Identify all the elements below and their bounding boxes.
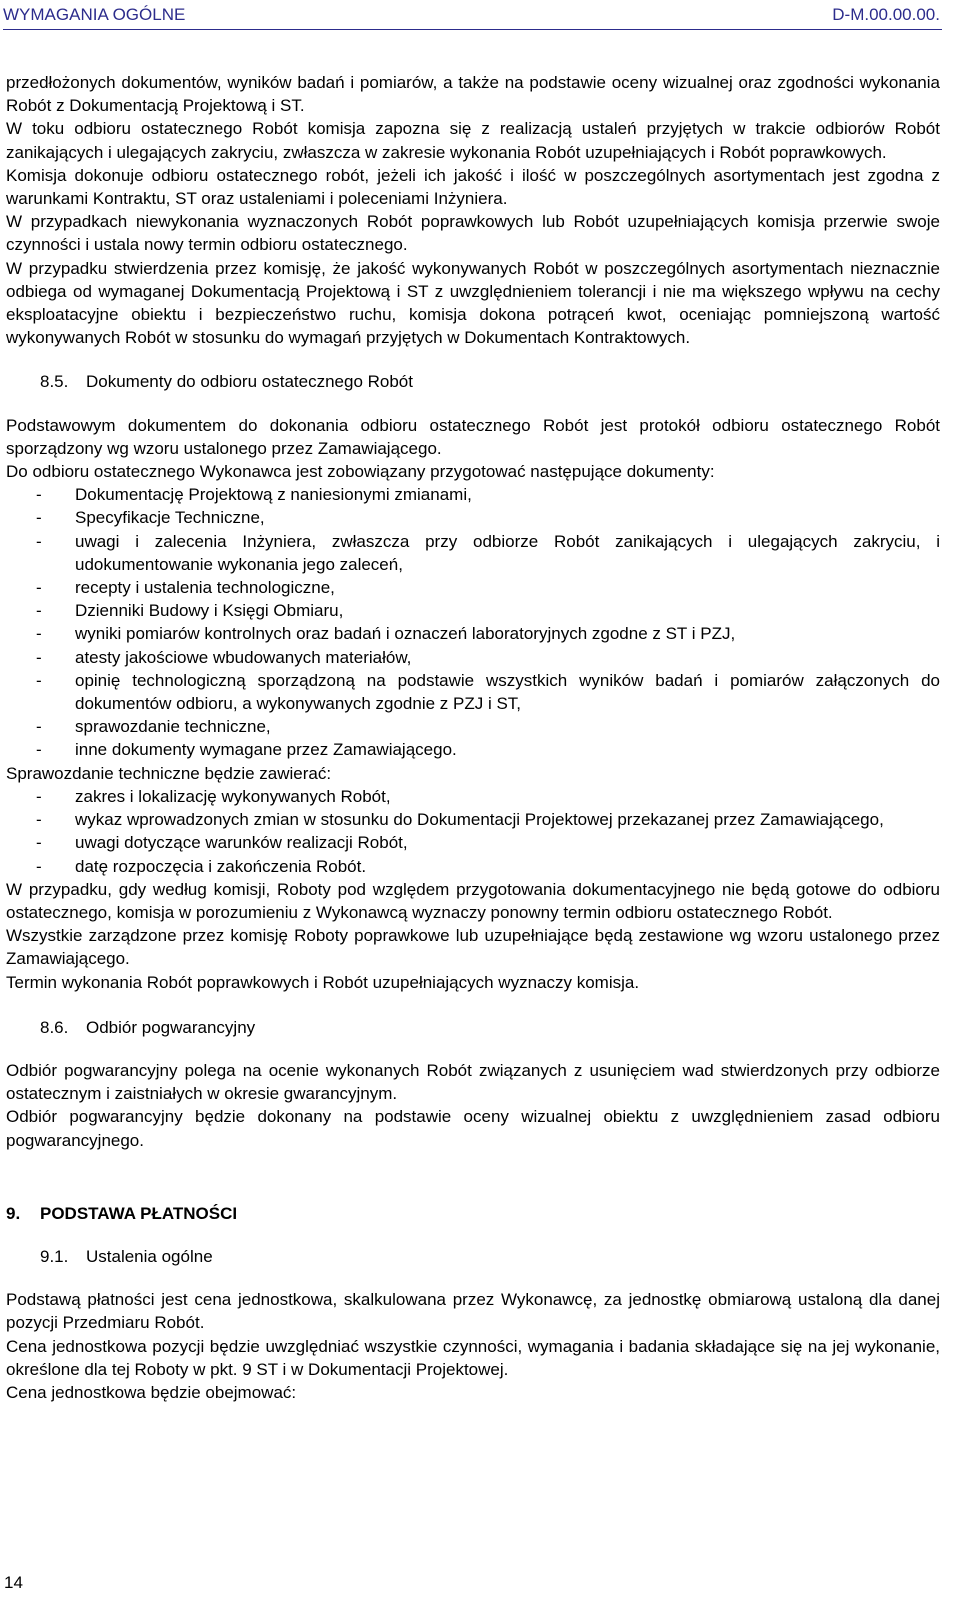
list-item-text: Dzienniki Budowy i Księgi Obmiaru, <box>75 601 344 621</box>
paragraph: Podstawą płatności jest cena jednostkowa, skalkulowana przez Wykonawcę, za jednostkę obmiarową ustaloną dla danej pozycji Przedmiaru Robót. <box>6 1290 940 1333</box>
list-item-text: datę rozpoczęcia i zakończenia Robót. <box>75 856 367 876</box>
dash-marker: - <box>36 717 42 737</box>
intro-paragraph: przedłożonych dokumentów, wyników badań i pomiarów, a także na podstawie oceny wizualnej oraz zgodności wykonania Robót z Dokumentacją Projektową i ST. <box>6 73 940 116</box>
section-title: Odbiór pogwarancyjny <box>86 1017 256 1037</box>
dash-marker: - <box>36 531 42 551</box>
header-divider <box>3 29 942 30</box>
paragraph: Cena jednostkowa będzie obejmować: <box>6 1382 297 1402</box>
list-item <box>6 785 940 808</box>
list-item-text: recepty i ustalenia technologiczne, <box>75 578 335 598</box>
intro-paragraph: W przypadku stwierdzenia przez komisję, że jakość wykonywanych Robót w poszczególnych asortymentach nieznacznie odbiega od wymaganej Dokumentacją Projektową i ST z uwzględnieniem tolerancji i nie ma większego wpływu na cechy eksploatacyjne obiektu i bezpieczeństwo ruchu, komisja dokona potrąceń kwot, oceniając pomniejszoną wartość wykonywanych Robót w stosunku do wymagań przyjętych w Dokumentach Kontraktowych. <box>6 258 940 348</box>
paragraph: Odbiór pogwarancyjny polega na ocenie wykonanych Robót związanych z usunięciem wad stwierdzonych przy odbiorze ostatecznym i zaistniałych w okresie gwarancyjnym. <box>6 1060 940 1104</box>
paragraph: Sprawozdanie techniczne będzie zawierać: <box>6 763 332 783</box>
paragraph: W przypadku, gdy według komisji, Roboty pod względem przygotowania dokumentacyjnego nie będą gotowe do odbioru ostatecznego, komisja w porozumieniu z Wykonawcą wyznaczy ponowny termin odbioru ostatecznego Robót. <box>6 879 940 922</box>
list-item <box>6 576 940 599</box>
list-item <box>6 530 940 576</box>
dash-marker: - <box>36 601 42 621</box>
dash-marker: - <box>36 810 42 830</box>
list-item-text: wykaz wprowadzonych zmian w stosunku do Dokumentacji Projektowej przekazanej przez Zamawiającego, <box>75 810 884 830</box>
list-item-text: sprawozdanie techniczne, <box>75 717 271 737</box>
intro-paragraph: Komisja dokonuje odbioru ostatecznego robót, jeżeli ich jakość i ilość w poszczególnych asortymentach jest zgodna z warunkami Kontraktu, ST oraz ustaleniami i poleceniami Inżyniera. <box>6 165 940 209</box>
dash-marker: - <box>36 578 42 598</box>
list-item-text: Specyfikacje Techniczne, <box>75 508 265 528</box>
list-item <box>6 831 940 854</box>
list-item <box>6 855 940 878</box>
section-8-5-heading <box>6 370 940 393</box>
paragraph: Termin wykonania Robót poprawkowych i Robót uzupełniających wyznaczy komisja. <box>6 972 640 992</box>
section-number: 8.5. <box>40 372 69 392</box>
list-item-text: Dokumentację Projektową z naniesionymi zmianami, <box>75 485 472 505</box>
dash-marker: - <box>36 740 42 760</box>
section-number: 9.1. <box>40 1246 69 1266</box>
list-item <box>6 646 940 669</box>
page-header <box>3 2 940 28</box>
header-code: D-M.00.00.00. <box>832 5 940 24</box>
section-title: Dokumenty do odbioru ostatecznego Robót <box>86 372 413 392</box>
list-item <box>6 669 940 715</box>
paragraph: Odbiór pogwarancyjny będzie dokonany na podstawie oceny wizualnej obiektu z uwzględnieniem zasad odbioru pogwarancyjnego. <box>6 1107 940 1150</box>
dash-marker: - <box>36 485 42 505</box>
report-contents-list <box>6 785 940 878</box>
paragraph: Cena jednostkowa pozycji będzie uwzględniać wszystkie czynności, wymagania i badania składające się na jej wykonanie, określone dla tej Roboty w pkt. 9 ST i w Dokumentacji Projektowej. <box>6 1336 940 1379</box>
documents-list <box>6 483 940 761</box>
list-item <box>6 622 940 645</box>
list-item-text: zakres i lokalizację wykonywanych Robót, <box>75 786 391 806</box>
section-9-1-heading <box>6 1245 940 1268</box>
list-item-text: uwagi dotyczące warunków realizacji Robót, <box>75 833 408 853</box>
paragraph: Wszystkie zarządzone przez komisję Roboty poprawkowe lub uzupełniające będą zestawione wg wzoru ustalonego przez Zamawiającego. <box>6 926 940 969</box>
list-item-text: atesty jakościowe wbudowanych materiałów, <box>75 647 412 667</box>
dash-marker: - <box>36 833 42 853</box>
list-item-text: inne dokumenty wymagane przez Zamawiającego. <box>75 740 457 760</box>
intro-paragraph: W przypadkach niewykonania wyznaczonych Robót poprawkowych lub Robót uzupełniających komisja przerwie swoje czynności i ustala nowy termin odbioru ostatecznego. <box>6 212 940 255</box>
list-item <box>6 506 940 529</box>
list-item <box>6 715 940 738</box>
paragraph: Podstawowym dokumentem do dokonania odbioru ostatecznego Robót jest protokół odbioru ostatecznego Robót sporządzony wg wzoru ustalonego przez Zamawiającego. <box>6 415 940 458</box>
section-title: PODSTAWA PŁATNOŚCI <box>40 1203 238 1223</box>
dash-marker: - <box>36 624 42 644</box>
page-number: 14 <box>4 1573 23 1592</box>
dash-marker: - <box>36 856 42 876</box>
dash-marker: - <box>36 508 42 528</box>
list-item <box>6 808 940 831</box>
list-item-text: opinię technologiczną sporządzoną na podstawie wszystkich wyników badań i pomiarów załączonych do dokumentów odbioru, a wykonywanych zgodnie z PZJ i ST, <box>75 670 940 714</box>
list-item <box>6 738 940 761</box>
document-body <box>6 71 940 1404</box>
section-number: 8.6. <box>40 1017 69 1037</box>
dash-marker: - <box>36 670 42 690</box>
paragraph: Do odbioru ostatecznego Wykonawca jest zobowiązany przygotować następujące dokumenty: <box>6 462 715 482</box>
list-item <box>6 483 940 506</box>
list-item <box>6 599 940 622</box>
section-8-6-heading <box>6 1016 940 1039</box>
dash-marker: - <box>36 647 42 667</box>
list-item-text: wyniki pomiarów kontrolnych oraz badań i oznaczeń laboratoryjnych zgodne z ST i PZJ, <box>75 624 736 644</box>
header-title: WYMAGANIA OGÓLNE <box>3 5 186 24</box>
section-9-heading <box>6 1202 940 1225</box>
section-number: 9. <box>6 1203 21 1223</box>
intro-paragraph: W toku odbioru ostatecznego Robót komisja zapozna się z realizacją ustaleń przyjętych w trakcie odbiorów Robót zanikających i ulegających zakryciu, zwłaszcza w zakresie wykonania Robót uzupełniających i Robót poprawkowych. <box>6 119 940 162</box>
list-item-text: uwagi i zalecenia Inżyniera, zwłaszcza przy odbiorze Robót zanikających i ulegających zakryciu, i udokumentowanie wykonania jego zaleceń, <box>75 531 940 574</box>
section-title: Ustalenia ogólne <box>86 1246 213 1266</box>
dash-marker: - <box>36 786 42 806</box>
